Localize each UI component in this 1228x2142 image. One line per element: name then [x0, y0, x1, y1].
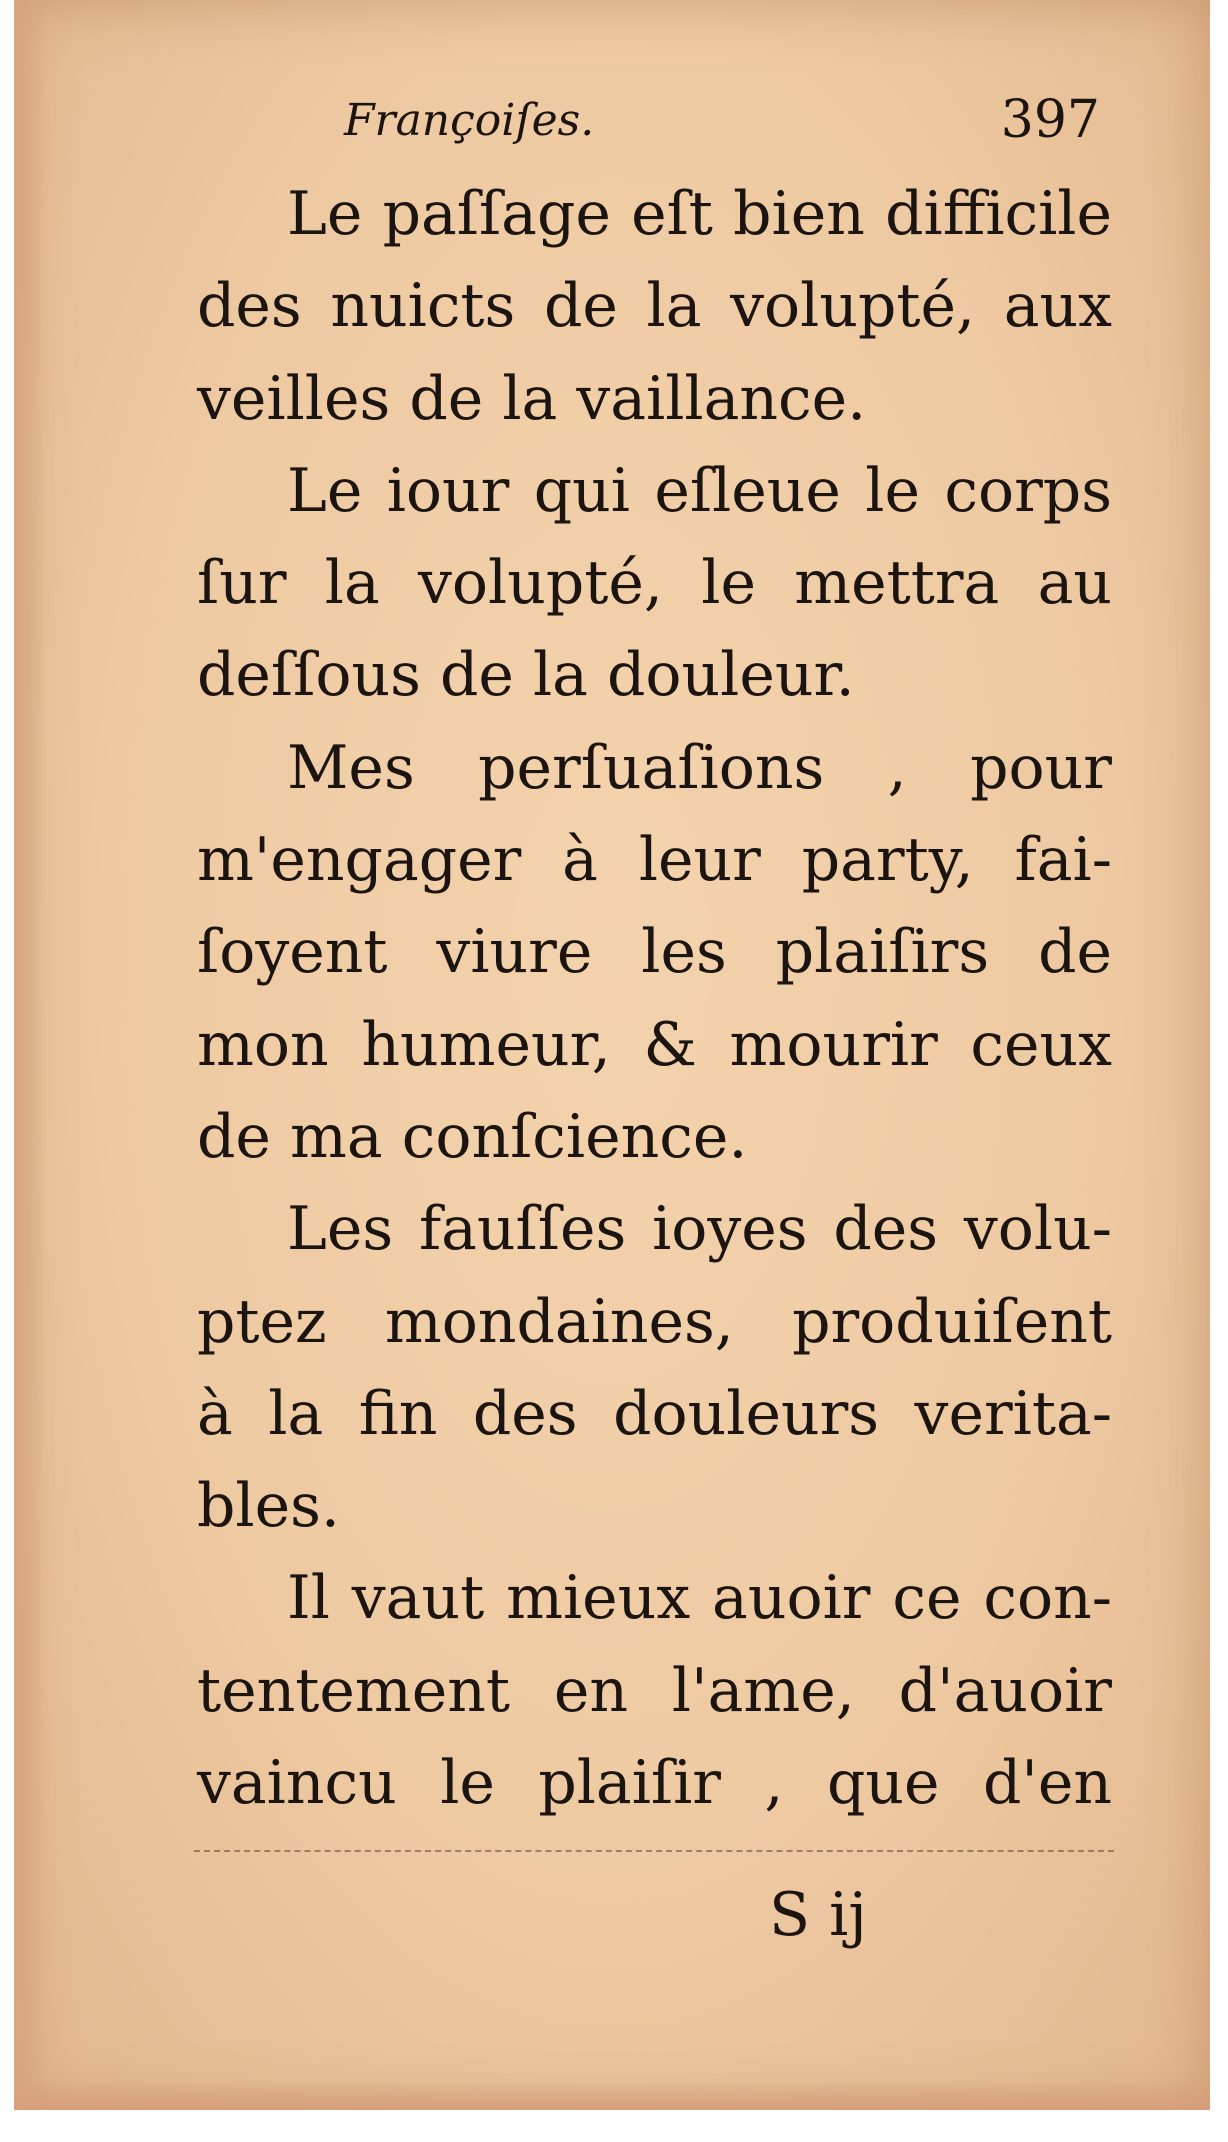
- text-line: mon humeur, & mourir ceux: [197, 1009, 1112, 1080]
- text-line: des nuicts de la volupté, aux: [197, 271, 1112, 342]
- text-line: Il vaut mieux auoir ce con-: [287, 1563, 1112, 1634]
- text-line: bles.: [197, 1471, 340, 1542]
- text-line: m'engager à leur party, fai-: [197, 825, 1112, 896]
- page-bottom-shadow: [14, 2082, 1210, 2110]
- text-line: tentement en l'ame, d'auoir: [197, 1655, 1112, 1726]
- text-line: à la fin des douleurs verita-: [197, 1378, 1112, 1449]
- page-number: 397: [1000, 90, 1100, 150]
- text-line: ſur la volupté, le mettra au: [197, 548, 1112, 619]
- text-line: ſoyent viure les plaiſirs de: [197, 917, 1112, 988]
- footer-rule: [194, 1850, 1114, 1852]
- book-page: [14, 0, 1210, 2110]
- text-line: veilles de la vaillance.: [197, 363, 867, 434]
- signature-mark: S ij: [769, 1880, 867, 1950]
- body-text: [197, 168, 1112, 1829]
- text-line: Les fauſſes ioyes des volu-: [287, 1194, 1112, 1265]
- text-line: de ma conſcience.: [197, 1101, 748, 1172]
- text-line: ptez mondaines, produiſent: [197, 1286, 1112, 1357]
- text-line: Mes perſuaſions , pour: [287, 732, 1112, 803]
- page-gutter-shadow: [14, 0, 46, 2110]
- running-header: Françoiſes.: [344, 95, 595, 146]
- text-line: vaincu le plaiſir , que d'en: [197, 1748, 1112, 1819]
- text-line: Le paſſage eſt bien difficile: [287, 179, 1112, 249]
- text-line: Le iour qui eſleue le corps: [287, 455, 1112, 526]
- text-line: deſſous de la douleur.: [197, 640, 855, 711]
